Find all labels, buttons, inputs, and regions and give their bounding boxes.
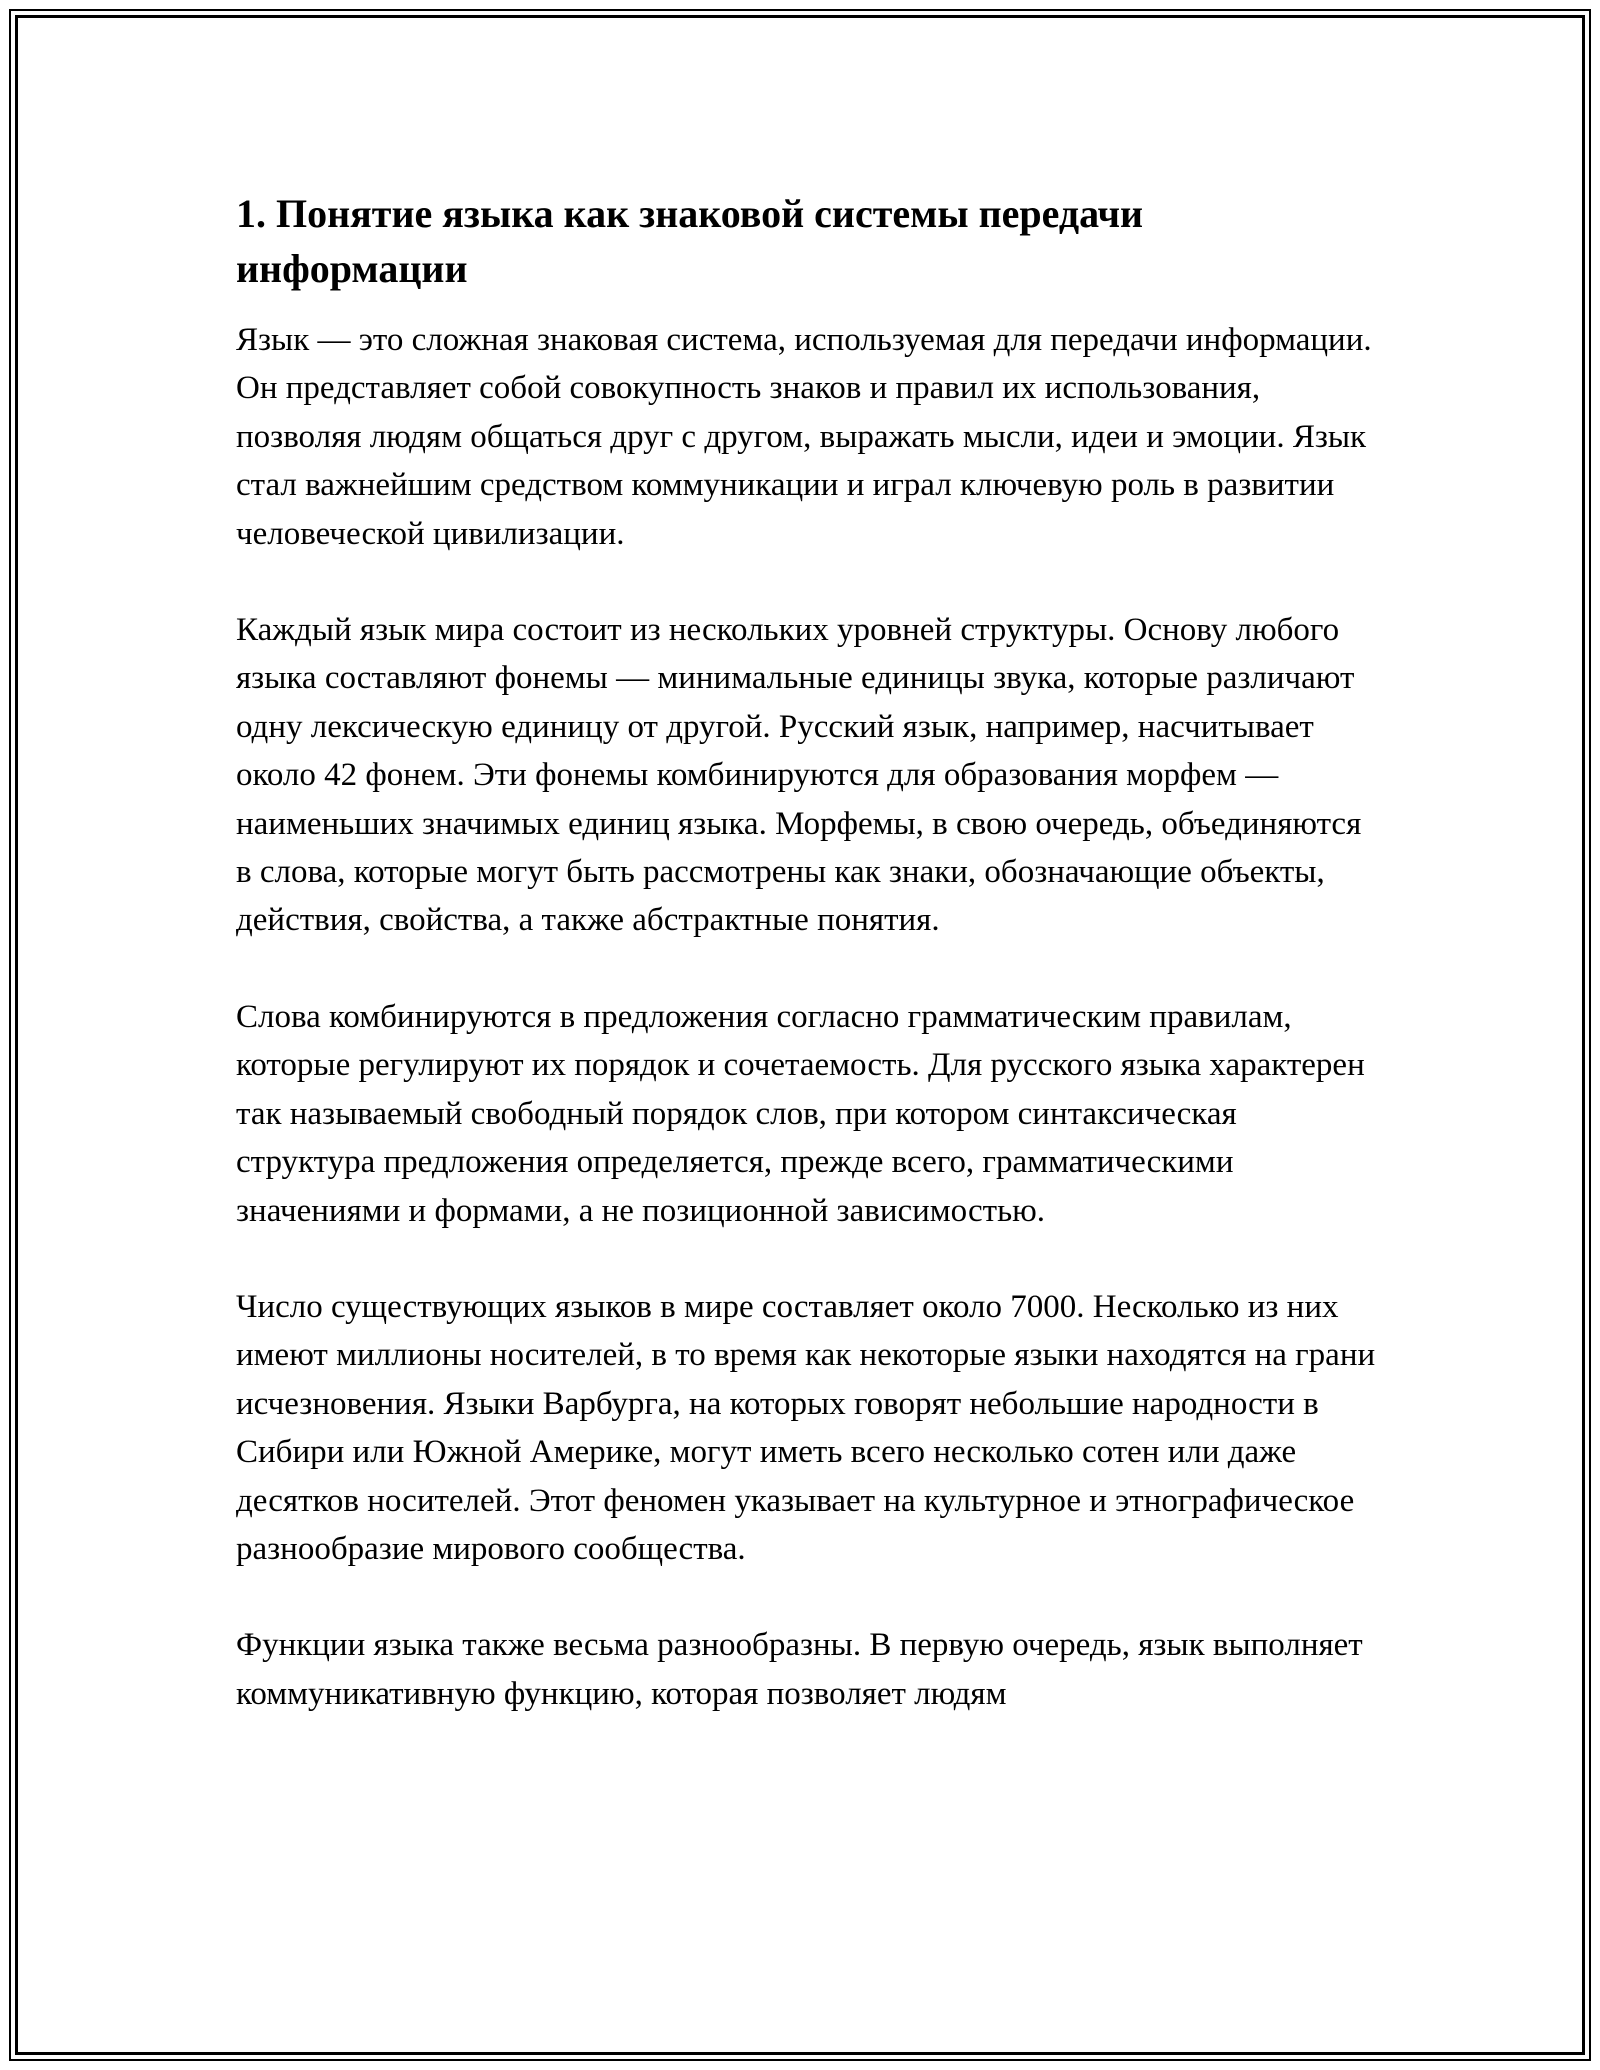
paragraph-5: Функции языка также весьма разнообразны. В первую очередь, язык выполняет коммуникативную функцию, которая позволяет людям — [236, 1627, 1363, 1712]
paragraph-4: Число существующих языков в мире составляет около 7000. Несколько из них имеют миллионы носителей, в то время как некоторые языки находятся на грани исчезновения. Языки Варбурга, на которых говорят небольшие народности в Сибири или Южной Америке, могут иметь всего несколько сотен или даже десятков носителей. Этот феномен указывает на культурное и этнографическое разнообразие мирового сообщества. — [236, 1288, 1376, 1567]
section-title: 1. Понятие языка как знаковой системы передачи информации — [236, 191, 1144, 291]
document-body — [236, 186, 1376, 1766]
paragraph-3: Слова комбинируются в предложения согласно грамматическим правилам, которые регулируют их порядок и сочетаемость. Для русского языка характерен так называемый свободный порядок слов, при котором синтаксическая структура предложения определяется, прежде всего, грамматическими значениями и формами, а не позиционной зависимостью. — [236, 998, 1365, 1229]
paragraph-1: Язык — это сложная знаковая система, используемая для передачи информации. Он представляет собой совокупность знаков и правил их использования, позволяя людям общаться друг с другом, выражать мысли, идеи и эмоции. Язык стал важнейшим средством коммуникации и играл ключевую роль в развитии человеческой цивилизации. — [236, 322, 1372, 552]
paragraph-2: Каждый язык мира состоит из нескольких уровней структуры. Основу любого языка составляют фонемы — минимальные единицы звука, которые различают одну лексическую единицу от другой. Русский язык, например, насчитывает около 42 фонем. Эти фонемы комбинируются для образования морфем — наименьших значимых единиц языка. Морфемы, в свою очередь, объединяются в слова, которые могут быть рассмотрены как знаки, обозначающие объекты, действия, свойства, а также абстрактные понятия. — [236, 612, 1362, 939]
